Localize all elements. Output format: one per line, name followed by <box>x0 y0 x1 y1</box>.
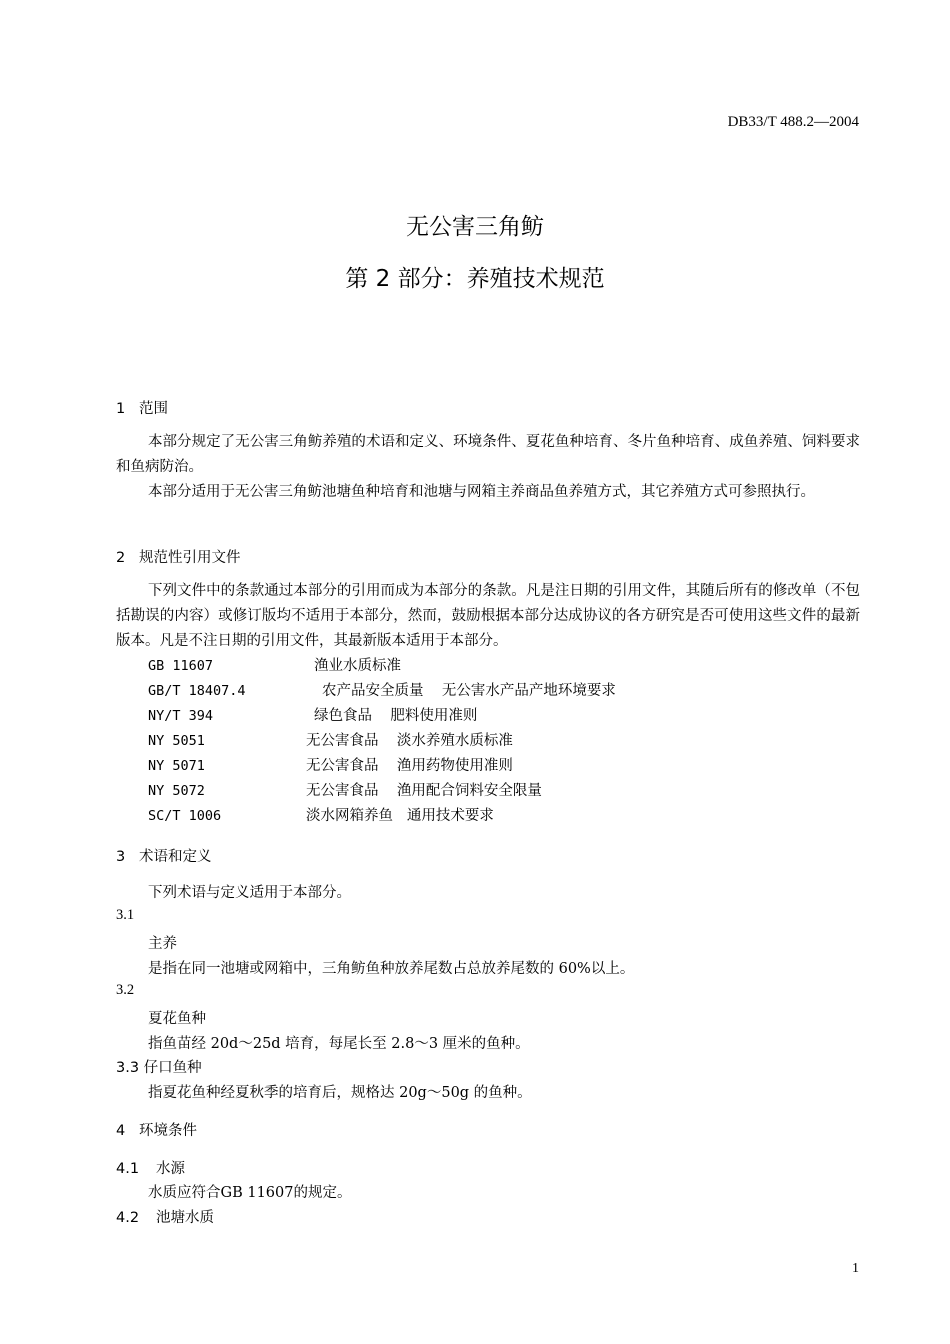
section-title: 范围 <box>139 401 168 417</box>
subsection-number: 4.1 <box>116 1161 140 1177</box>
section-title: 术语和定义 <box>139 849 212 865</box>
term-number: 3.1 <box>116 907 135 923</box>
reference-title: 淡水网箱养鱼 通用技术要求 <box>306 808 494 824</box>
section-intro: 下列术语与定义适用于本部分。 <box>148 885 351 901</box>
reference-code: NY 5072 <box>148 783 205 799</box>
reference-title: 农产品安全质量 无公害水产品产地环境要求 <box>322 683 616 699</box>
term-definition: 指鱼苗经 20d～25d 培育，每尾长至 2.8～3 厘米的鱼种。 <box>148 1036 530 1052</box>
section-number: 1 <box>116 401 126 417</box>
term-heading <box>116 1056 202 1077</box>
reference-title: 绿色食品 肥料使用准则 <box>314 708 478 724</box>
reference-title: 无公害食品 渔用配合饲料安全限量 <box>306 783 542 799</box>
subsection-4-2-heading <box>116 1206 214 1227</box>
reference-code: GB 11607 <box>148 658 214 674</box>
section-4-heading <box>116 1119 197 1140</box>
section-number: 2 <box>116 550 126 566</box>
term-name: 主养 <box>148 936 177 952</box>
section-2-heading <box>116 546 241 567</box>
subsection-title: 池塘水质 <box>156 1210 214 1226</box>
reference-item <box>148 729 513 754</box>
section-number: 4 <box>116 1123 126 1139</box>
paragraph: 下列文件中的条款通过本部分的引用而成为本部分的条款。凡是注日期的引用文件，其随后所有的修改单（不包括勘误的内容）或修订版均不适用于本部分，然而，鼓励根据本部分达成协议的各方研究是否可使用这些文件的最新版本。凡是不注日期的引用文件，其最新版本适用于本部分。 <box>116 583 860 649</box>
term-name: 仔口鱼种 <box>143 1060 202 1076</box>
subsection-title: 水源 <box>156 1161 185 1177</box>
reference-item <box>148 804 494 829</box>
reference-item <box>148 679 616 704</box>
reference-item <box>148 704 477 729</box>
reference-item <box>148 654 401 679</box>
reference-code: NY/T 394 <box>148 708 214 724</box>
term-definition: 指夏花鱼种经夏秋季的培育后，规格达 20g～50g 的鱼种。 <box>148 1085 532 1101</box>
term-definition: 是指在同一池塘或网箱中，三角鲂鱼种放养尾数占总放养尾数的 60%以上。 <box>148 961 635 977</box>
reference-title: 无公害食品 渔用药物使用准则 <box>306 758 513 774</box>
reference-title: 无公害食品 淡水养殖水质标准 <box>306 733 513 749</box>
term-number: 3.2 <box>116 982 135 998</box>
reference-item <box>148 779 542 804</box>
reference-code: GB/T 18407.4 <box>148 683 246 699</box>
subsection-number: 4.2 <box>116 1210 140 1226</box>
reference-code: NY 5051 <box>148 733 205 749</box>
reference-title: 渔业水质标准 <box>314 658 401 674</box>
paragraph: 本部分规定了无公害三角鲂养殖的术语和定义、环境条件、夏花鱼种培育、冬片鱼种培育、成鱼养殖、饲料要求和鱼病防治。 <box>116 434 860 475</box>
section-title: 规范性引用文件 <box>139 550 241 566</box>
paragraph: 水质应符合GB 11607的规定。 <box>148 1185 352 1201</box>
reference-code: NY 5071 <box>148 758 205 774</box>
document-subtitle: 第 2 部分：养殖技术规范 <box>345 266 605 292</box>
standard-number: DB33/T 488.2—2004 <box>727 114 859 130</box>
term-name: 夏花鱼种 <box>148 1011 206 1027</box>
section-number: 3 <box>116 849 126 865</box>
term-number: 3.3 <box>116 1060 140 1076</box>
section-title: 环境条件 <box>139 1123 197 1139</box>
section-3-heading <box>116 845 212 866</box>
reference-code: SC/T 1006 <box>148 808 222 824</box>
paragraph: 本部分适用于无公害三角鲂池塘鱼种培育和池塘与网箱主养商品鱼养殖方式，其它养殖方式可参照执行。 <box>148 484 815 500</box>
section-1-heading <box>116 397 168 418</box>
subsection-4-1-heading <box>116 1157 185 1178</box>
page-number: 1 <box>852 1261 859 1276</box>
document-title: 无公害三角鲂 <box>406 214 544 240</box>
reference-item <box>148 754 513 779</box>
